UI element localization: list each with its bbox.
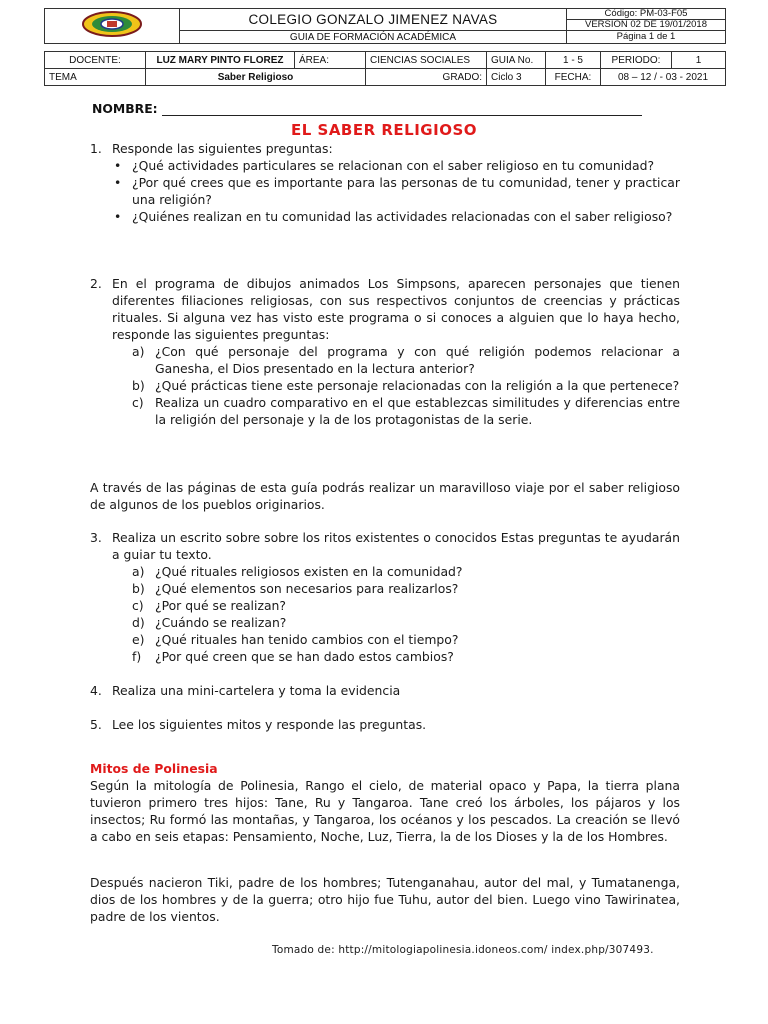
item-text: ¿Qué prácticas tiene este personaje relacionadas con la religión a la que pertenece? — [155, 378, 680, 393]
question-number: 2. — [90, 276, 102, 291]
document-code: Código: PM-03-F05 — [567, 9, 726, 20]
bullet-text: ¿Por qué crees que es importante para las personas de tu comunidad, tener y practicar una religión? — [132, 175, 680, 207]
intro-paragraph: A través de las páginas de esta guía podrás realizar un maravilloso viaje por el saber religioso de algunos de los pueblos originarios. — [90, 480, 680, 512]
grado-value: Ciclo 3 — [487, 69, 546, 86]
info-table — [44, 51, 726, 86]
question-5 — [90, 716, 680, 733]
section-title: Mitos de Polinesia — [90, 761, 218, 776]
fecha-value: 08 – 12 / - 03 - 2021 — [601, 69, 726, 86]
item-letter: f) — [132, 649, 142, 664]
bullet-icon: • — [114, 175, 122, 190]
item-letter: b) — [132, 378, 145, 393]
item-text: ¿Por qué creen que se han dado estos cambios? — [155, 649, 454, 664]
item-text: ¿Cuándo se realizan? — [155, 615, 287, 630]
item-text: ¿Qué elementos son necesarios para realizarlos? — [155, 581, 459, 596]
fecha-label: FECHA: — [546, 69, 601, 86]
nombre-field-line[interactable] — [162, 115, 642, 116]
list-item — [90, 563, 680, 580]
question-2 — [90, 275, 680, 428]
page-title: EL SABER RELIGIOSO — [290, 121, 478, 139]
question-number: 4. — [90, 683, 102, 698]
list-item — [90, 631, 680, 648]
list-item — [90, 394, 680, 428]
list-item — [90, 174, 680, 208]
grado-label: GRADO: — [366, 69, 487, 86]
periodo-value: 1 — [672, 52, 726, 69]
area-value: CIENCIAS SOCIALES — [366, 52, 487, 69]
list-item — [90, 648, 680, 665]
item-text: ¿Por qué se realizan? — [155, 598, 286, 613]
list-item — [90, 614, 680, 631]
nombre-label: NOMBRE: — [92, 101, 158, 116]
list-item — [90, 157, 680, 174]
guia-value: 1 - 5 — [546, 52, 601, 69]
school-name: COLEGIO GONZALO JIMENEZ NAVAS — [180, 9, 567, 31]
document-version: VERSION 02 DE 19/01/2018 — [567, 20, 726, 31]
bullet-icon: • — [114, 158, 122, 173]
item-letter: d) — [132, 615, 145, 630]
list-item — [90, 597, 680, 614]
list-item — [90, 208, 680, 225]
document-subtitle: GUIA DE FORMACIÓN ACADÉMICA — [180, 31, 567, 44]
header-table — [44, 8, 726, 44]
list-item — [90, 377, 680, 394]
question-text: Lee los siguientes mitos y responde las preguntas. — [112, 717, 427, 732]
item-letter: c) — [132, 598, 144, 613]
list-item — [90, 343, 680, 377]
item-text: ¿Qué rituales religiosos existen en la comunidad? — [155, 564, 463, 579]
item-letter: e) — [132, 632, 145, 647]
item-letter: c) — [132, 395, 144, 410]
school-logo-cell — [45, 9, 180, 44]
periodo-label: PERIODO: — [601, 52, 672, 69]
myths-section — [90, 760, 680, 845]
item-letter: b) — [132, 581, 145, 596]
question-text: Realiza un escrito sobre sobre los ritos existentes o conocidos Estas preguntas te ayudarán a guiar tu texto. — [112, 530, 680, 562]
school-crest-icon — [81, 11, 143, 37]
guia-label: GUIA No. — [487, 52, 546, 69]
question-text: Responde las siguientes preguntas: — [112, 141, 333, 156]
bullet-icon: • — [114, 209, 122, 224]
bullet-text: ¿Quiénes realizan en tu comunidad las actividades relacionadas con el saber religioso? — [132, 209, 673, 224]
myth-paragraph-1: Según la mitología de Polinesia, Rango el cielo, de material opaco y Papa, la tierra plana tuvieron primero tres hijos: Tane, Ru y Tangaroa. Tane creó los árboles, los pájaros y los insectos; Ru formó las montañas, y Tangaroa, los océanos y los pescados. La creación se llevó a cabo en seis etapas: Pensamiento, Noche, Luz, Tierra, la de los Dioses y la de los Hombres. — [90, 778, 680, 844]
docente-value: LUZ MARY PINTO FLOREZ — [146, 52, 295, 69]
bullet-text: ¿Qué actividades particulares se relacionan con el saber religioso en tu comunidad? — [132, 158, 655, 173]
question-number: 1. — [90, 141, 102, 156]
source-credit: Tomado de: http://mitologiapolinesia.idoneos.com/ index.php/307493. — [272, 944, 654, 956]
item-letter: a) — [132, 344, 145, 359]
item-text: ¿Con qué personaje del programa y con qué religión podemos relacionar a Ganesha, el Dios presentado en la lectura anterior? — [155, 344, 680, 376]
item-text: ¿Qué rituales han tenido cambios con el tiempo? — [155, 632, 459, 647]
item-text: Realiza un cuadro comparativo en el que establezcas similitudes y diferencias entre la religión del personaje y la de los protagonistas de la serie. — [155, 395, 680, 427]
question-4 — [90, 682, 680, 699]
question-text: En el programa de dibujos animados Los Simpsons, aparecen personajes que tienen diferentes filiaciones religiosas, con sus respectivos conjuntos de creencias y prácticas rituales. Si alguna vez has visto este programa o si conoces a alguien que lo haya hecho, responde las siguientes preguntas: — [112, 276, 680, 342]
question-3 — [90, 529, 680, 665]
tema-label: TEMA — [45, 69, 146, 86]
docente-label: DOCENTE: — [45, 52, 146, 69]
page-number: Página 1 de 1 — [567, 31, 726, 44]
question-number: 3. — [90, 530, 102, 545]
question-1 — [90, 140, 680, 225]
list-item — [90, 580, 680, 597]
item-letter: a) — [132, 564, 145, 579]
myth-paragraph-2: Después nacieron Tiki, padre de los hombres; Tutenganahau, autor del mal, y Tumatanenga, dios de los hombres y de la guerra; otro hijo fue Tuhu, autor del bien. Luego vino Tawirinatea, padre de los vientos. — [90, 875, 680, 924]
question-text: Realiza una mini-cartelera y toma la evidencia — [112, 683, 401, 698]
question-number: 5. — [90, 717, 102, 732]
tema-value: Saber Religioso — [146, 69, 366, 86]
area-label: ÁREA: — [295, 52, 366, 69]
